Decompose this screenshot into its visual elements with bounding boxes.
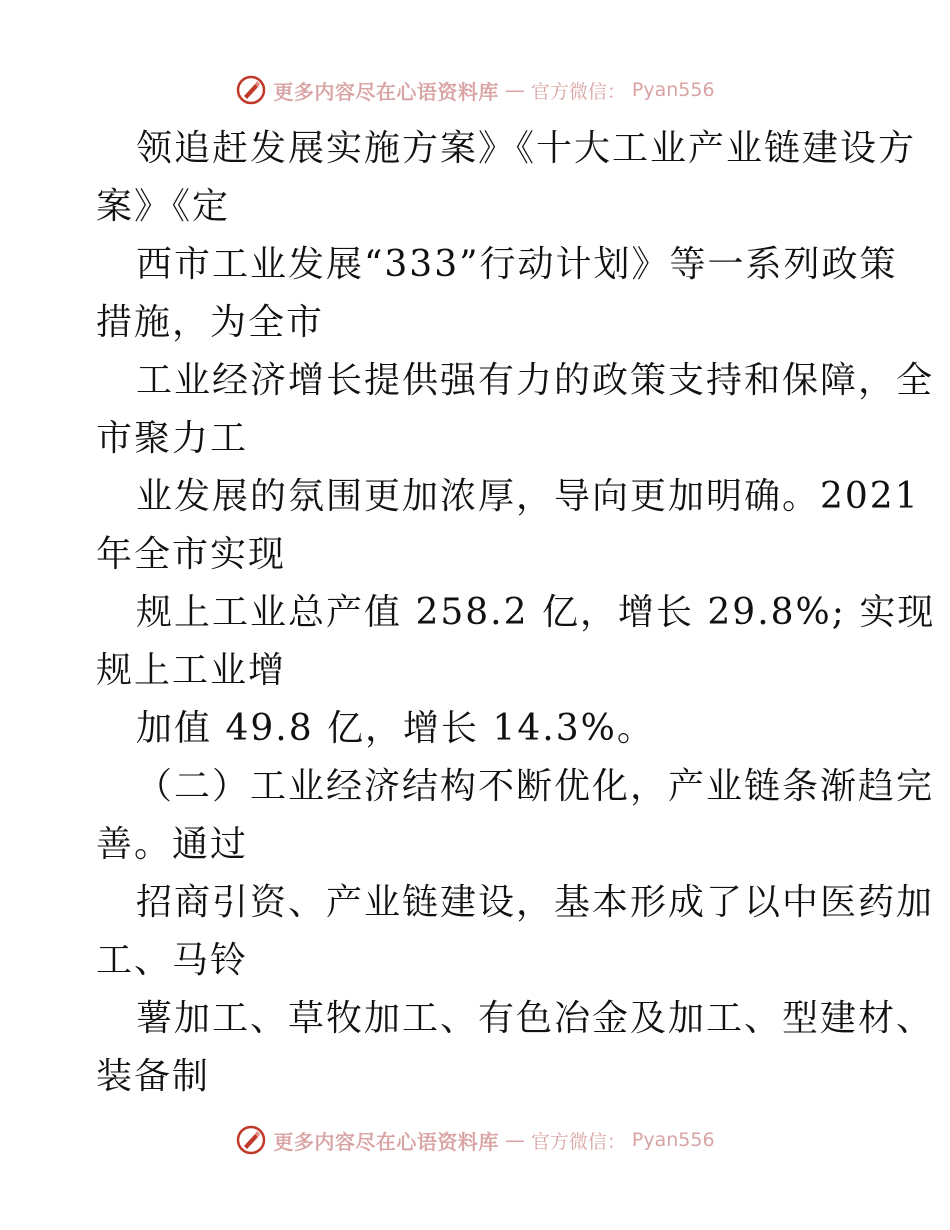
text-line: 工、马铃: [96, 940, 249, 981]
watermark-official-label: 官方微信：: [530, 80, 626, 103]
text-line: 西市工业发展“333”行动计划》等一系列政策: [136, 244, 898, 285]
text-line: 案》《定: [96, 186, 231, 227]
text-line: 领追赶发展实施方案》《十大工业产业链建设方: [136, 128, 917, 169]
text-line: 工业经济增长提供强有力的政策支持和保障，全: [136, 360, 935, 401]
document-body: [96, 120, 936, 1106]
watermark-text: 更多内容尽在心语资料库: [273, 79, 499, 104]
text-line: 年全市实现: [96, 534, 287, 575]
watermark-separator: —: [504, 1128, 525, 1152]
pen-logo-icon: [235, 74, 267, 106]
watermark-wechat-id: Pyan556: [631, 79, 715, 101]
text-line: 加值 49.8 亿，增长 14.3%。: [136, 708, 655, 749]
text-line: 招商引资、产业链建设，基本形成了以中医药加: [136, 882, 935, 923]
footer-watermark: [0, 1120, 950, 1160]
pen-logo-icon: [235, 1124, 267, 1156]
watermark-text: 更多内容尽在心语资料库: [273, 1129, 499, 1154]
text-line: 措施，为全市: [96, 302, 325, 343]
watermark-wechat-id: Pyan556: [631, 1129, 715, 1151]
text-line: 规上工业增: [96, 650, 287, 691]
text-line: 业发展的氛围更加浓厚，导向更加明确。2021: [136, 476, 920, 517]
text-line: 薯加工、草牧加工、有色冶金及加工、型建材、: [136, 998, 935, 1039]
text-line: 装备制: [96, 1056, 211, 1097]
header-watermark: [0, 70, 950, 110]
text-line: 规上工业总产值 258.2 亿，增长 29.8%; 实现: [136, 592, 936, 633]
text-line: 市聚力工: [96, 418, 249, 459]
text-line: 善。通过: [96, 824, 249, 865]
text-line: （二）工业经济结构不断优化，产业链条渐趋完: [136, 766, 935, 807]
watermark-separator: —: [504, 78, 525, 102]
watermark-official-label: 官方微信：: [530, 1130, 626, 1153]
